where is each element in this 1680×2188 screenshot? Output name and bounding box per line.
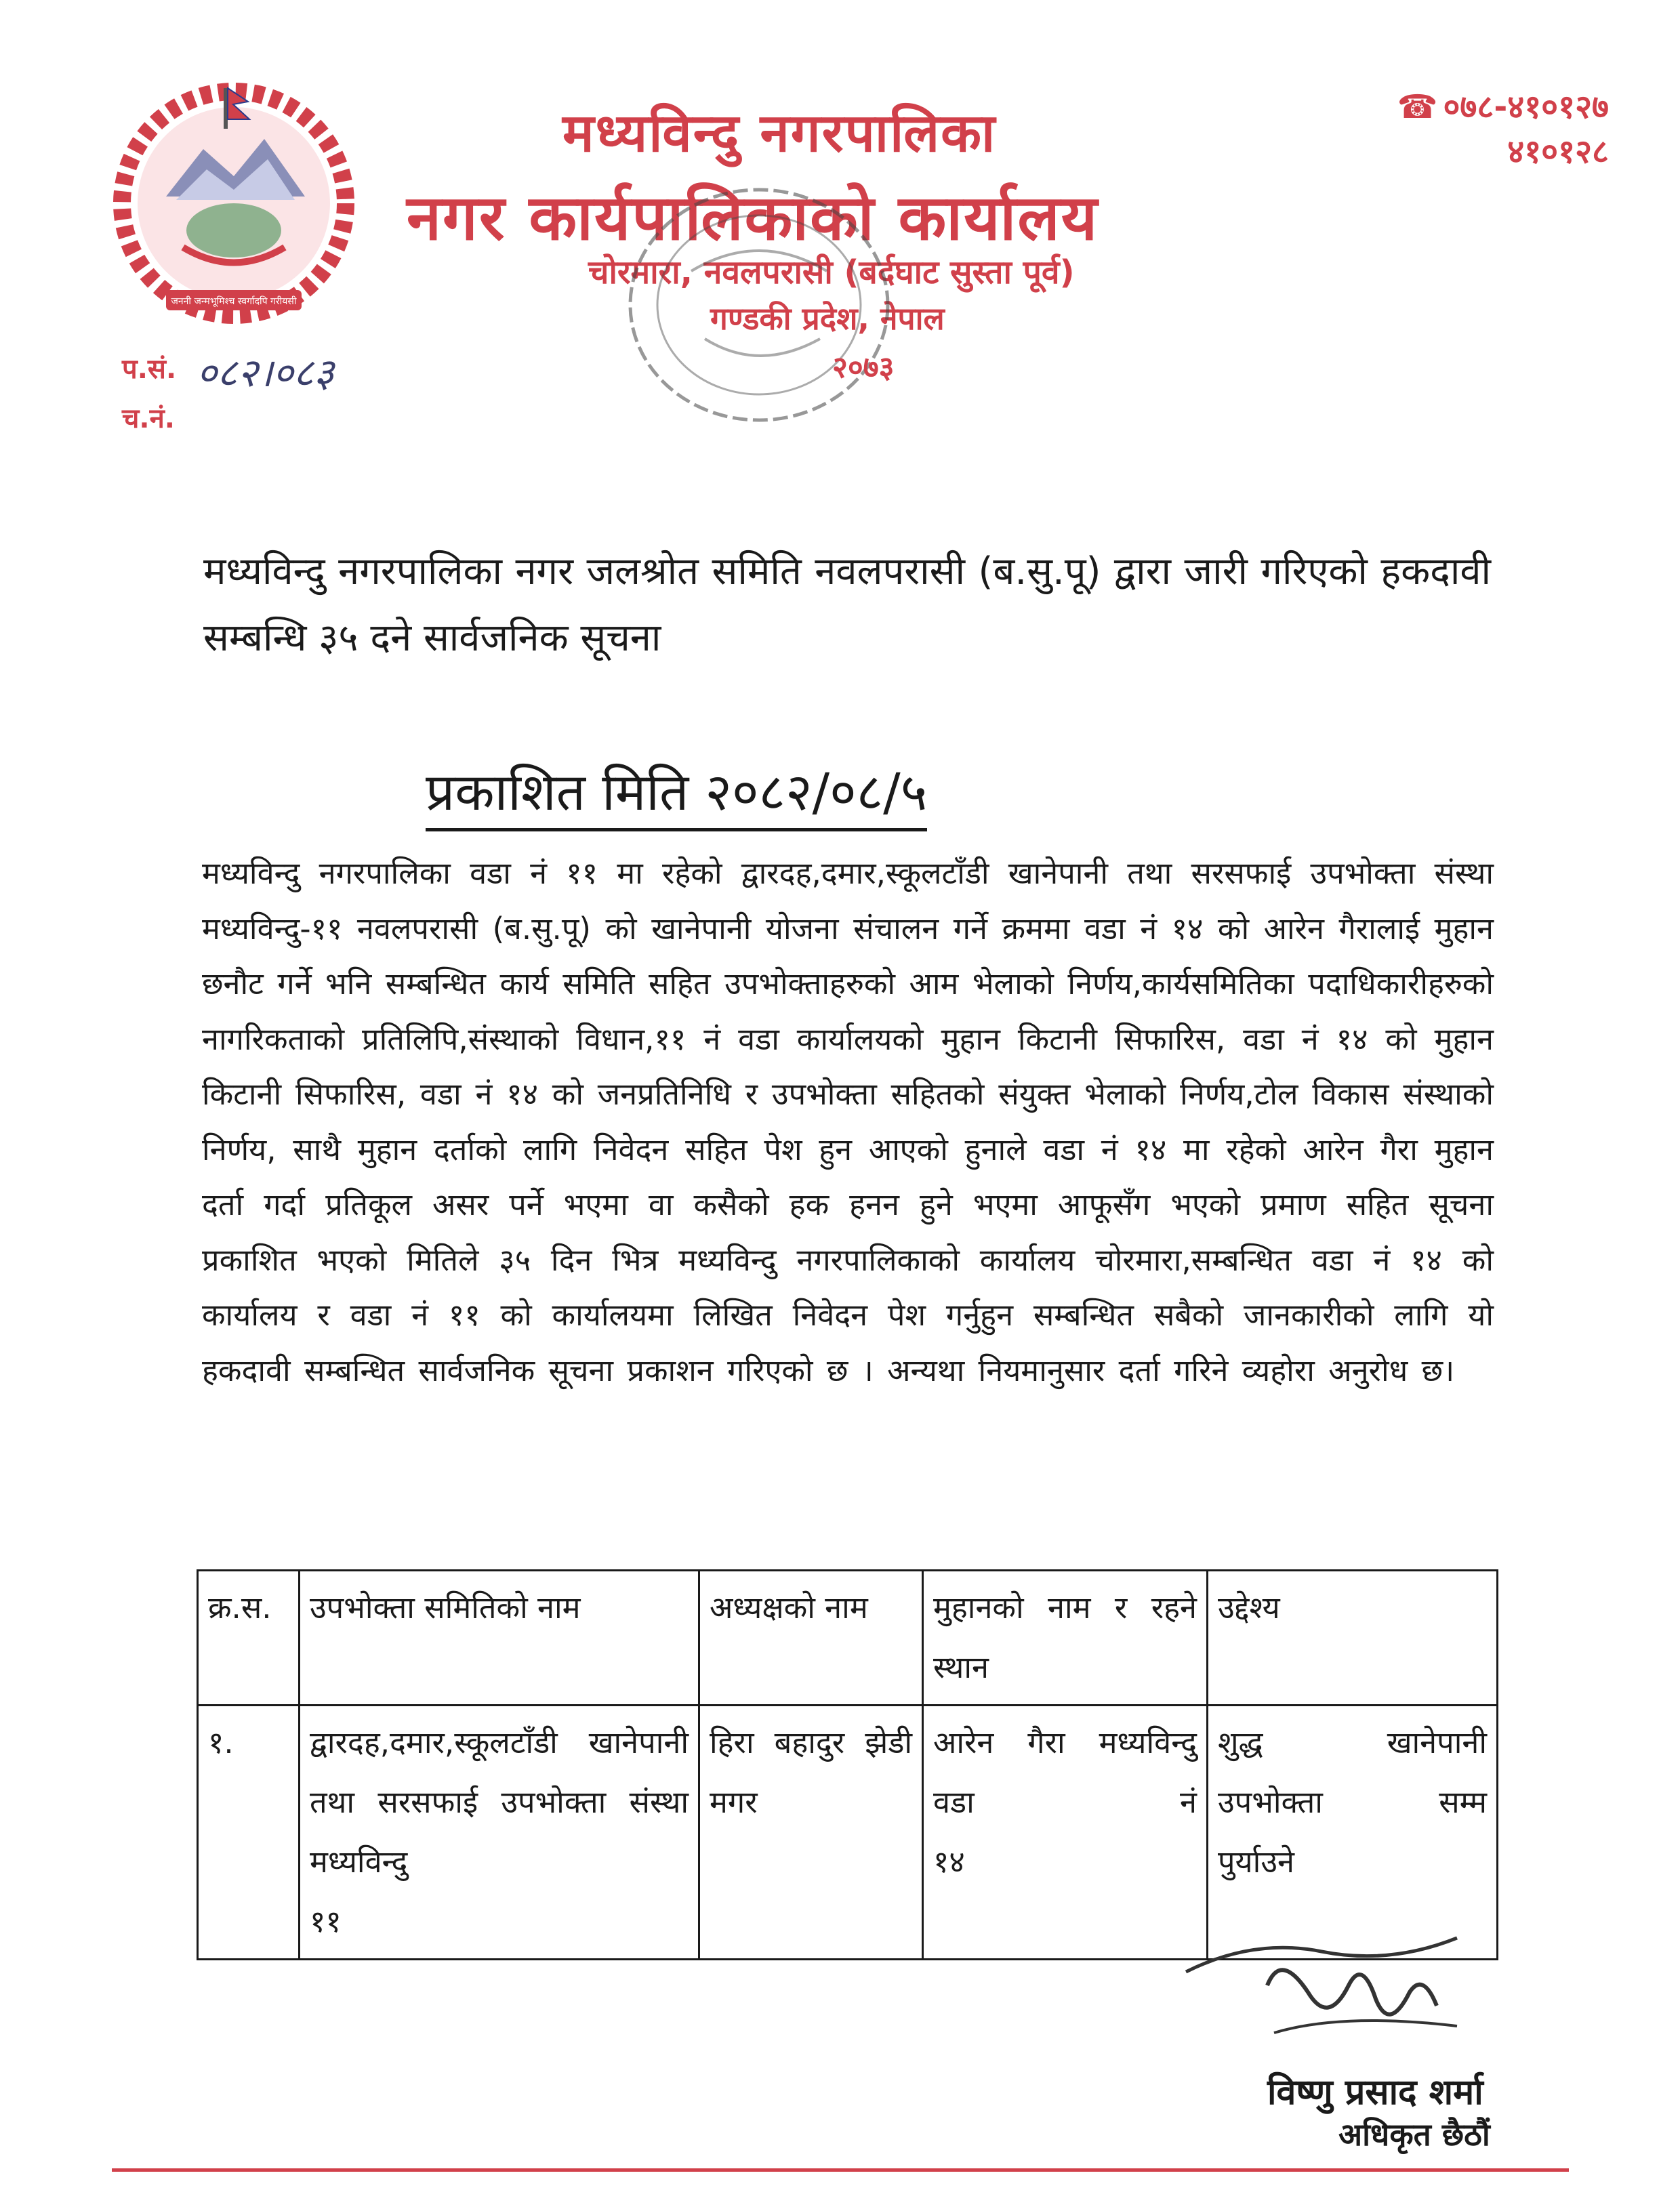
cell-source-tail: १४ [933, 1844, 965, 1880]
signatory-name: विष्णु प्रसाद शर्मा [1267, 2072, 1483, 2113]
reference-number: ०८२।०८३ [197, 350, 334, 396]
cell-serial: १. [198, 1706, 300, 1960]
published-date: प्रकाशित मिति २०८२/०८/५ [426, 756, 927, 831]
header-source: मुहानको नाम र रहने स्थान [923, 1571, 1208, 1706]
office-seal-stamp [603, 169, 915, 440]
cell-purpose-text: शुद्ध खानेपानी उपभोक्ता सम्म [1218, 1725, 1487, 1820]
signatory-title: अधिकृत छैठौं [1338, 2116, 1490, 2153]
office-name: नगर कार्यपालिकाको कार्यालय [407, 182, 1099, 254]
cell-committee [300, 1706, 699, 1960]
source-registration-table [197, 1569, 1498, 1960]
dispatch-label: च.नं. [122, 403, 175, 434]
header-chairperson: अध्यक्षको नाम [699, 1571, 923, 1706]
cell-chairperson: हिरा बहादुर झेडी मगर [699, 1706, 923, 1960]
cell-committee-text: द्वारदह,दमार,स्कूलटाँडी खानेपानी तथा सरसफाई उपभोक्ता संस्था मध्यविन्दु [310, 1725, 689, 1880]
phone-number-2: ४१०१२८ [1507, 133, 1609, 171]
notice-subject: मध्यविन्दु नगरपालिका नगर जलश्रोत समिति नवलपरासी (ब.सु.पू) द्वारा जारी गरिएको हकदावी सम्बन्धि ३५ दने सार्वजनिक सूचना [203, 550, 1491, 660]
reference-label: प.सं. [122, 354, 177, 385]
phone-block [1397, 85, 1609, 174]
header-purpose: उद्देश्य [1208, 1571, 1498, 1706]
handwritten-signature [1172, 1911, 1511, 2073]
office-address: चोरमारा, नवलपरासी (बर्दघाट सुस्ता पूर्व) [588, 253, 1075, 291]
header-serial: क्र.स. [198, 1571, 300, 1706]
cell-committee-tail: ११ [310, 1903, 342, 1939]
cell-source-text: आरेन गैरा मध्यविन्दु वडा नं [933, 1725, 1197, 1820]
footer-divider [112, 2168, 1569, 2172]
emblem-caption: जननी जन्मभूमिश्च स्वर्गादपि गरीयसी [171, 296, 297, 307]
office-province: गण्डकी प्रदेश, नेपाल [710, 300, 945, 337]
table-header-row [198, 1571, 1498, 1706]
seal-year: २०७३ [832, 350, 895, 385]
municipality-name: मध्यविन्दु नगरपालिका [562, 103, 997, 164]
nepal-emblem-icon [102, 75, 366, 332]
notice-body: मध्यविन्दु नगरपालिका वडा नं ११ मा रहेको द्वारदह,दमार,स्कूलटाँडी खानेपानी तथा सरसफाई उपभोक्ता संस्था मध्यविन्दु-११ नवलपरासी (ब.सु.पू) को खानेपानी योजना संचालन गर्ने क्रममा वडा नं १४ को आरेन गैरालाई मुहान छनौट गर्ने भनि सम्बन्धित कार्य समिति सहित उपभोक्ताहरुको आम भेलाको निर्णय,कार्यसमितिका पदाधिकारीहरुको नागरिकताको प्रतिलिपि,संस्थाको विधान,११ नं वडा कार्यालयको मुहान किटानी सिफारिस, वडा नं १४ को मुहान किटानी सिफारिस, वडा नं १४ को जनप्रतिनिधि र उपभोक्ता सहितको संयुक्त भेलाको निर्णय,टोल विकास संस्थाको निर्णय, साथै मुहान दर्ताको लागि निवेदन सहित पेश हुन आएको हुनाले वडा नं १४ मा रहेको आरेन गैरा मुहान दर्ता गर्दा प्रतिकूल असर पर्ने भएमा वा कसैको हक हनन हुने भएमा आफूसँग भएको प्रमाण सहित सूचना प्रकाशित भएको मितिले ३५ दिन भित्र मध्यविन्दु नगरपालिकाको कार्यालय चोरमारा,सम्बन्धित वडा नं १४ को कार्यालय र वडा नं ११ को कार्यालयमा लिखित निवेदन पेश गर्नुहुन सम्बन्धित सबैको जानकारीको लागि यो हकदावी सम्बन्धित सार्वजनिक सूचना प्रकाशन गरिएको छ । अन्यथा नियमानुसार दर्ता गरिने व्यहोरा अनुरोध छ। [202, 855, 1494, 1388]
cell-source [923, 1706, 1208, 1960]
phone-number-1: ०७८-४१०१२७ [1443, 88, 1609, 126]
phone-icon: ☎ [1397, 88, 1438, 126]
cell-purpose-tail: पुर्याउने [1218, 1844, 1294, 1880]
header-committee: उपभोक्ता समितिको नाम [300, 1571, 699, 1706]
